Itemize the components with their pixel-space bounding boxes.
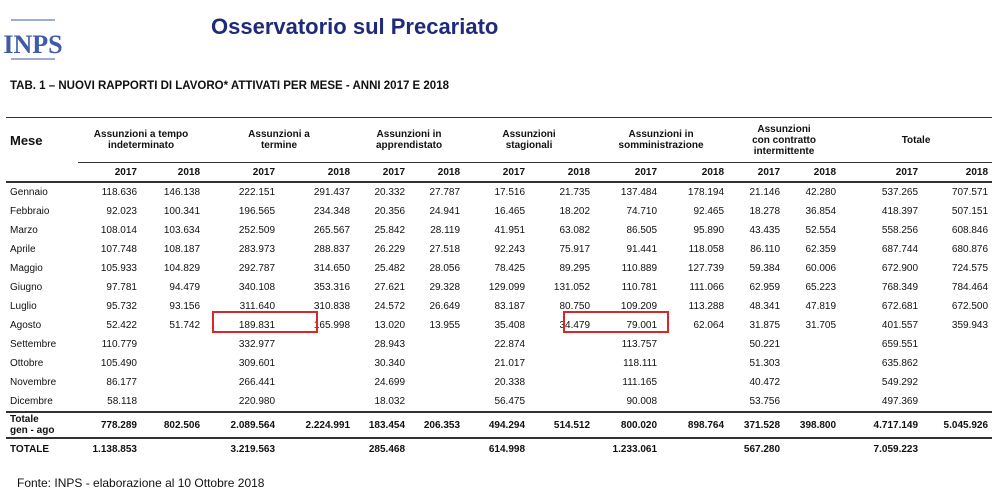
group-stagionali: Assunzioni stagionali: [464, 118, 594, 163]
table-cell: 608.846: [951, 225, 989, 236]
table-cell: 118.058: [688, 244, 725, 255]
table-cell: 707.571: [951, 187, 989, 198]
table-cell: 74.710: [626, 206, 658, 217]
table-cell: 292.787: [238, 263, 276, 274]
total-cell: 206.353: [409, 412, 464, 438]
inps-logo: [3, 11, 63, 63]
table-cell: 359.943: [951, 320, 989, 331]
total-cell: 802.506: [141, 412, 204, 438]
year-header-row: [6, 163, 992, 183]
total-label-line2: gen - ago: [10, 425, 55, 436]
total-cell: 514.512: [529, 412, 594, 438]
month-label: Luglio: [10, 301, 37, 312]
table-cell: 63.082: [559, 225, 591, 236]
table-cell: 131.052: [553, 282, 591, 293]
table-cell: 165.998: [313, 320, 351, 331]
total-cell: 778.289: [78, 412, 141, 438]
month-label: Novembre: [10, 377, 57, 388]
table-cell: 111.165: [622, 377, 658, 388]
table-cell: [661, 373, 728, 392]
total-cell: 398.800: [784, 412, 840, 438]
year-header: 2018: [409, 163, 464, 183]
table-cell: 21.017: [494, 358, 526, 369]
table-cell: 549.292: [881, 377, 919, 388]
table-cell: 92.023: [106, 206, 137, 217]
total-cell: 4.717.149: [840, 412, 922, 438]
total-label-line1: Totale: [10, 414, 39, 425]
table-cell: 110.889: [621, 263, 658, 274]
table-cell: [661, 392, 728, 412]
table-cell: 127.739: [687, 263, 725, 274]
table-cell: 103.634: [163, 225, 201, 236]
table-cell: 311.640: [239, 301, 276, 312]
grand-total-cell: 1.138.853: [78, 438, 141, 459]
group-termine: Assunzioni a termine: [204, 118, 354, 163]
empty-cell: [141, 438, 204, 459]
table-cell: 90.008: [626, 396, 658, 407]
table-cell: 20.332: [374, 187, 406, 198]
table-cell: 537.265: [881, 187, 919, 198]
table-cell: 17.516: [494, 187, 526, 198]
group-indeterminato: Assunzioni a tempo indeterminato: [78, 118, 204, 163]
table-cell: 75.917: [559, 244, 591, 255]
table-cell: 41.951: [494, 225, 526, 236]
table-cell: 672.681: [881, 301, 919, 312]
table-cell: 92.243: [494, 244, 526, 255]
month-label: Giugno: [10, 282, 43, 293]
table-cell: 784.464: [951, 282, 989, 293]
grand-total-cell: 3.219.563: [204, 438, 279, 459]
table-row: [6, 240, 992, 259]
table-cell: 266.441: [238, 377, 276, 388]
table-cell: 100.341: [163, 206, 201, 217]
table-cell: [279, 335, 354, 354]
table-cell: 52.422: [106, 320, 137, 331]
table-cell: [922, 335, 992, 354]
table-title: TAB. 1 – NUOVI RAPPORTI DI LAVORO* ATTIVATI PER MESE - ANNI 2017 E 2018: [10, 80, 449, 92]
table-cell: 26.649: [429, 301, 461, 312]
table-cell: 50.221: [749, 339, 781, 350]
highlight-box-somministrazione: [563, 311, 669, 333]
table-cell: 18.032: [374, 396, 406, 407]
table-cell: [784, 392, 840, 412]
table-cell: 659.551: [881, 339, 919, 350]
year-header: 2017: [204, 163, 279, 183]
table-cell: [279, 392, 354, 412]
table-cell: 28.119: [430, 225, 461, 236]
table-cell: 332.977: [238, 339, 276, 350]
table-cell: 118.636: [101, 187, 137, 198]
table-cell: 86.177: [106, 377, 137, 388]
empty-cell: [409, 438, 464, 459]
page-title: Osservatorio sul Precariato: [211, 14, 499, 39]
table-row: [6, 259, 992, 278]
total-cell: 898.764: [661, 412, 728, 438]
table-cell: 105.933: [100, 263, 137, 274]
month-label: Marzo: [10, 225, 38, 236]
header-mese: Mese: [6, 118, 78, 163]
table-cell: 56.475: [494, 396, 526, 407]
table-cell: 497.369: [881, 396, 919, 407]
table-cell: 79.001: [626, 320, 658, 331]
total-cell: 800.020: [594, 412, 661, 438]
empty-cell: [529, 438, 594, 459]
table-cell: 314.650: [313, 263, 351, 274]
year-header: 2018: [529, 163, 594, 183]
year-header: 2017: [728, 163, 784, 183]
table-cell: 25.842: [374, 225, 406, 236]
table-cell: 558.256: [881, 225, 919, 236]
year-header: 2018: [279, 163, 354, 183]
table-cell: 22.874: [494, 339, 526, 350]
table-cell: 51.742: [169, 320, 201, 331]
logo-text: INPS: [3, 30, 63, 59]
grand-total-cell: 285.468: [354, 438, 409, 459]
table-cell: 83.187: [494, 301, 526, 312]
table-cell: 53.756: [749, 396, 781, 407]
table-cell: 234.348: [313, 206, 351, 217]
highlight-box-termine: [212, 311, 318, 333]
year-header: 2017: [78, 163, 141, 183]
total-cell: 183.454: [354, 412, 409, 438]
table-cell: 78.425: [494, 263, 526, 274]
month-label: Aprile: [10, 244, 36, 255]
table-cell: 507.151: [951, 206, 989, 217]
grand-total-label: TOTALE: [6, 438, 78, 459]
empty-cell: [922, 438, 992, 459]
hiring-table: [6, 117, 992, 459]
year-header: 2018: [922, 163, 992, 183]
table-cell: 13.020: [374, 320, 406, 331]
table-cell: 20.338: [494, 377, 526, 388]
table-cell: 110.781: [621, 282, 658, 293]
table-row: [6, 354, 992, 373]
table-cell: [141, 373, 204, 392]
table-cell: 178.194: [687, 187, 725, 198]
table-row: [6, 297, 992, 316]
table-cell: 768.349: [881, 282, 919, 293]
total-cell: 2.224.991: [279, 412, 354, 438]
table-cell: 680.876: [951, 244, 989, 255]
table-cell: [922, 392, 992, 412]
table-cell: [141, 354, 204, 373]
table-cell: [661, 354, 728, 373]
table-cell: 62.959: [749, 282, 781, 293]
table-cell: 21.735: [559, 187, 591, 198]
total-gen-ago-row: [6, 412, 992, 438]
table-cell: 107.748: [100, 244, 137, 255]
table-cell: 97.781: [106, 282, 137, 293]
empty-cell: [279, 438, 354, 459]
table-cell: [529, 373, 594, 392]
table-cell: 27.518: [429, 244, 461, 255]
month-label: Dicembre: [10, 396, 53, 407]
table-cell: 34.479: [559, 320, 591, 331]
table-cell: 24.572: [374, 301, 406, 312]
total-cell: 494.294: [464, 412, 529, 438]
table-cell: 189.831: [238, 320, 276, 331]
table-cell: 86.505: [626, 225, 658, 236]
table-cell: 59.384: [749, 263, 781, 274]
table-cell: 265.567: [313, 225, 351, 236]
table-cell: 687.744: [881, 244, 919, 255]
table-cell: 31.705: [805, 320, 837, 331]
table-cell: [529, 335, 594, 354]
table-cell: [529, 354, 594, 373]
grand-total-cell: 1.233.061: [594, 438, 661, 459]
table-cell: [661, 335, 728, 354]
table-cell: 21.146: [749, 187, 781, 198]
table-cell: 26.229: [374, 244, 406, 255]
table-cell: 35.408: [494, 320, 526, 331]
table-cell: 95.732: [106, 301, 137, 312]
table-cell: 724.575: [951, 263, 989, 274]
table-cell: 60.006: [805, 263, 837, 274]
table-cell: 137.484: [620, 187, 658, 198]
table-cell: 110.779: [101, 339, 137, 350]
table-cell: 36.854: [805, 206, 837, 217]
table-row: [6, 373, 992, 392]
year-header: 2017: [464, 163, 529, 183]
table-cell: 52.554: [805, 225, 837, 236]
table-cell: 62.064: [693, 320, 725, 331]
table-cell: 196.565: [238, 206, 276, 217]
table-cell: 18.278: [749, 206, 781, 217]
table-cell: 108.187: [163, 244, 201, 255]
table-cell: 28.943: [374, 339, 406, 350]
group-somministrazione: Assunzioni in somministrazione: [594, 118, 728, 163]
table-cell: 27.787: [429, 187, 461, 198]
table-cell: 353.316: [313, 282, 351, 293]
total-cell: 371.528: [728, 412, 784, 438]
total-cell: 2.089.564: [204, 412, 279, 438]
table-cell: [279, 373, 354, 392]
table-cell: 94.479: [169, 282, 201, 293]
table-cell: 93.156: [169, 301, 201, 312]
empty-cell: [784, 438, 840, 459]
table-cell: 113.288: [688, 301, 725, 312]
table-cell: 27.621: [374, 282, 406, 293]
table-cell: 40.472: [749, 377, 781, 388]
table-cell: [922, 354, 992, 373]
grand-total-row: [6, 438, 992, 459]
year-header: 2017: [840, 163, 922, 183]
table-cell: 111.066: [689, 282, 725, 293]
total-cell: 5.045.926: [922, 412, 992, 438]
group-apprendistato: Assunzioni in apprendistato: [354, 118, 464, 163]
table-cell: 309.601: [238, 358, 276, 369]
year-header: 2017: [354, 163, 409, 183]
table-cell: [784, 373, 840, 392]
table-cell: 291.437: [313, 187, 351, 198]
month-label: Maggio: [10, 263, 43, 274]
table-cell: 47.819: [805, 301, 837, 312]
table-cell: [409, 392, 464, 412]
empty-cell: [661, 438, 728, 459]
table-cell: 104.829: [163, 263, 201, 274]
table-cell: [922, 373, 992, 392]
table-row: [6, 278, 992, 297]
table-cell: 86.110: [750, 244, 781, 255]
table-cell: 288.837: [313, 244, 351, 255]
table-cell: 113.757: [621, 339, 658, 350]
total-gen-ago-label: [6, 412, 78, 438]
table-cell: 129.099: [488, 282, 526, 293]
table-cell: 65.223: [805, 282, 837, 293]
table-cell: [529, 392, 594, 412]
table-cell: 310.838: [313, 301, 351, 312]
table-cell: 401.557: [881, 320, 919, 331]
table-cell: 30.340: [374, 358, 406, 369]
table-cell: 118.111: [623, 358, 658, 369]
table-cell: 29.328: [429, 282, 461, 293]
table-cell: 62.359: [805, 244, 837, 255]
table-cell: 109.209: [620, 301, 658, 312]
table-cell: 220.980: [238, 396, 276, 407]
year-header: 2018: [661, 163, 728, 183]
table-cell: 16.465: [494, 206, 526, 217]
table-cell: 91.441: [626, 244, 658, 255]
table-cell: 13.955: [429, 320, 461, 331]
table-row: [6, 182, 992, 202]
table-row: [6, 335, 992, 354]
table-cell: 58.118: [107, 396, 137, 407]
table-cell: [409, 373, 464, 392]
table-cell: [409, 354, 464, 373]
table-cell: 108.014: [100, 225, 137, 236]
table-cell: [141, 335, 204, 354]
table-cell: 283.973: [238, 244, 276, 255]
table-cell: 146.138: [163, 187, 201, 198]
table-cell: 635.862: [881, 358, 919, 369]
table-cell: 672.500: [951, 301, 989, 312]
table-cell: 89.295: [559, 263, 591, 274]
table-cell: 20.356: [374, 206, 406, 217]
table-cell: 28.056: [429, 263, 461, 274]
table-cell: 42.280: [805, 187, 837, 198]
grand-total-cell: 567.280: [728, 438, 784, 459]
table-cell: 48.341: [749, 301, 781, 312]
table-cell: 80.750: [559, 301, 591, 312]
table-row: [6, 316, 992, 335]
table-cell: 51.303: [749, 358, 781, 369]
table-row: [6, 202, 992, 221]
table-cell: 92.465: [693, 206, 725, 217]
month-label: Agosto: [10, 320, 42, 331]
table-cell: 105.490: [100, 358, 137, 369]
year-header: 2017: [594, 163, 661, 183]
table-cell: [409, 335, 464, 354]
table-cell: 222.151: [238, 187, 276, 198]
source-note: Fonte: INPS - elaborazione al 10 Ottobre 2018: [17, 476, 265, 490]
table-cell: 95.890: [693, 225, 725, 236]
group-totale: Totale: [840, 118, 992, 163]
table-cell: 24.699: [374, 377, 406, 388]
table-cell: 24.941: [429, 206, 461, 217]
grand-total-cell: 614.998: [464, 438, 529, 459]
table-cell: 25.482: [374, 263, 406, 274]
table-cell: 18.202: [559, 206, 591, 217]
table-cell: 418.397: [881, 206, 919, 217]
month-label: Settembre: [10, 339, 57, 350]
table-cell: 43.435: [749, 225, 781, 236]
month-label: Ottobre: [10, 358, 44, 369]
group-intermittente: Assunzioni con contratto intermittente: [728, 118, 840, 163]
table-cell: [141, 392, 204, 412]
month-label: Febbraio: [10, 206, 50, 217]
year-header: 2018: [141, 163, 204, 183]
table-cell: 340.108: [238, 282, 276, 293]
table-row: [6, 221, 992, 240]
year-header: 2018: [784, 163, 840, 183]
grand-total-cell: 7.059.223: [840, 438, 922, 459]
table-cell: [784, 354, 840, 373]
table-cell: [784, 335, 840, 354]
month-label: Gennaio: [10, 187, 48, 198]
table-cell: 672.900: [881, 263, 919, 274]
table-cell: 31.875: [749, 320, 781, 331]
table-cell: [279, 354, 354, 373]
table-row: [6, 392, 992, 412]
table-body: [6, 182, 992, 459]
table-cell: 252.509: [238, 225, 276, 236]
